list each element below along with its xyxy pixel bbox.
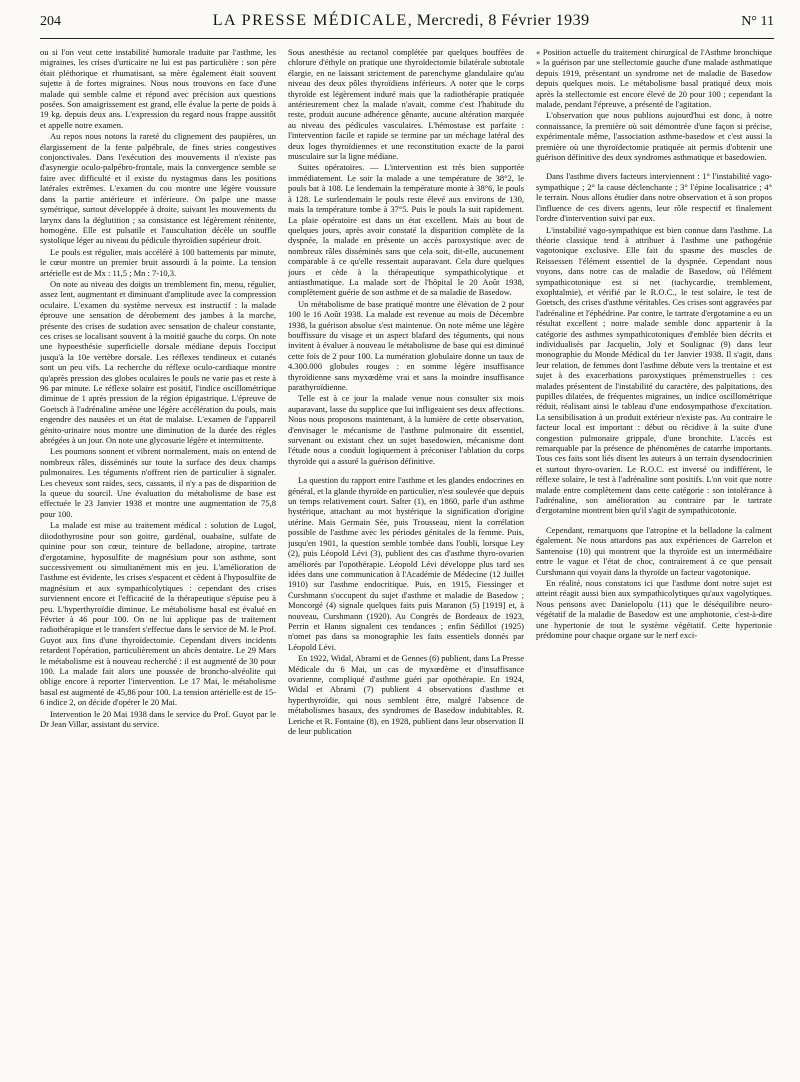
paragraph: En réalité, nous constatons ici que l'asthme dont notre sujet est atteint réagit aussi bien aux sympathicolytiques qu'aux vagolytiques. Nous pensons avec Danielopolu (11) que le déséquilibre neuro-végétatif de la maladie de Basedow est une amphotonie, c'est-à-dire une hypertonie de tout le système végétatif. Cette hypertonie prédomine pour chaque organe sur le nerf exci- xyxy=(536,577,772,640)
article-columns xyxy=(40,47,774,1077)
paragraph: Sous anesthésie au rectanol complétée par quelques bouffées de chlorure d'éthyle on pratique une thyroïdectomie bilatérale subtotale élargie, en ne laissant strictement de parenchyme glandulaire qu'au niveau des deux pôles thyroïdiens inférieurs. A noter que le corps thyroïde est légèrement induré mais que la radiothérapie pratiquée antérieurement chez la malade n'avait, comme c'est l'habitude du reste, produit aucune adhérence gênante, aucune altération marquée au niveau des pédicules vasculaires. L'hémostase est parfaite : l'intervention facile et rapide se termine par un méchage latéral des deux loges thyroïdiennes et une reconstitution exacte de la paroi musculaire sur la ligne médiane. xyxy=(288,47,524,162)
paragraph: Intervention le 20 Mai 1938 dans le service du Prof. Guyot par le Dr Jean Villar, assistant du service. xyxy=(40,708,276,729)
paragraph: Un métabolisme de base pratiqué montre une élévation de 2 pour 100 le 16 Août 1938. La malade est revenue au mois de Décembre 1938, la guérison absolue s'est maintenue. On note même une légère bouffissure du visage et un aspect blafard des téguments, qui nous invitent à évaluer à nouveau le métabolisme de base qui est diminué cette fois de 2 pour 100. La numération globulaire donne un taux de 4.300.000 globules rouges : en somme légère insuffisance thyroïdienne sans myxœdème vrai et sans la moindre insuffisance parathyroïdienne. xyxy=(288,298,524,392)
paragraph: En 1922, Widal, Abrami et de Gennes (6) publient, dans La Presse Médicale du 6 Mai, un cas de myxœdème et d'insuffisance ovarienne, compliqué d'asthme guéri par opothérapie. En 1924, Widal et Abrami (7) publient 4 observations d'asthme et hyperthyroïdie, qui nous semblent être, malgré l'absence de métabolismes basaux, des syndromes de Basedow indubitables. R. Leriche et R. Fontaine (8), en 1928, publient dans leur observation II de leur publication xyxy=(288,653,524,736)
paragraph: Les poumons sonnent et vibrent normalement, mais on entend de nombreux râles, disséminés sur toute la surface des deux champs pulmonaires. Les téguments n'offrent rien de particulier à signaler. Les cheveux sont raides, secs, cassants, il n'y a pas de disparition de la queue du sourcil. Une évaluation du métabolisme de base est effectuée le 23 Janvier 1938 et montre une augmentation de 75,8 pour 100. xyxy=(40,446,276,519)
journal-title: LA PRESSE MÉDICALE xyxy=(212,12,408,29)
paragraph: Au repos nous notons la rareté du clignement des paupières, un élargissement de la fente palpébrale, de fines stries congestives conjonctivales. Dans l'exécution des mouvements il n'existe pas d'asynergie oculo-palpébro-frontale, mais la convergence semble se faire avec difficulté et il existe du nystagmus dans les positions latérales extrêmes. L'examen du cou montre une légère voussure dans la partie antérieure et inférieure. On palpe une masse symétrique, surtout développée à droite, suivant les mouvements du larynx dans la déglutition ; sa consistance est légèrement rénitente, homogène. Elle est pulsatile et l'auscultation décèle un souffle systolique léger au niveau du pédicule thyroïdien supérieur droit. xyxy=(40,131,276,246)
issue-date: Mercredi, 8 Février 1939 xyxy=(416,12,590,29)
paragraph: On note au niveau des doigts un tremblement fin, menu, régulier, assez lent, augmentant et diminuant d'amplitude avec la compression oculaire. L'examen du système nerveux est instructif : la malade éprouve une sensation de dérobement des jambes à la marche, présente des crises de sudation avec sensation de chaleur constante, ces crises se localisant souvent à la moitié gauche du corps. On note une hypoesthésie superficielle dorsale médiane depuis l'occiput jusqu'à la 10e vertèbre dorsale. Les réflexes tendineux et cutanés sont un peu vifs. La recherche du réflexe oculo-cardiaque montre qu'après pression des globes oculaires le pouls ne varie pas et reste à 96 par minute. Le réflexe solaire est positif, l'indice oscillométrique diminue de 1 après pression de la région épigastrique. L'épreuve de Goetsch à l'adrénaline amène une légère accélération du pouls, mais engendre des nausées et un état de malaise. L'examen de l'appareil génito-urinaire nous montre une diminution de la durée des règles abrégées à un jour. On note une glycosurie légère et intermittente. xyxy=(40,278,276,446)
paragraph: L'instabilité vago-sympathique est bien connue dans l'asthme. La théorie classique tend à attribuer à l'asthme une pathogénie vagotonique exclusive. Elle fait du spasme des muscles de Reissessen l'élément essentiel de la dyspnée. Cependant nous voyons, dans notre cas de maladie de Basedow, où l'élément sympathicotonique est si net (tachycardie, tremblement, exophtalmie), et vérifié par le R.O.C., le test solaire, le test de Goetsch, des crises d'asthme véritables. Ces crises sont aggravées par l'adrénaline et l'éphédrine. Par contre, le tartrate d'ergotamine a eu un résultat excellent ; notre malade semble donc appartenir à la catégorie des asthmes sympathicotoniques d'emblée bien décrits et individualisés par Jacquelin, Joly et Soulignac (9) dans leur monographie du Monde Médical du 1er Janvier 1938. Il s'agit, dans leur relation, de femmes dont l'asthme débute vers la trentaine et est sujet à des exacerbations paroxystiques prémenstruelles : ces malades présentent de l'instabilité du caractère, des palpitations, des pupilles dilatées, de fréquentes migraines, un indice oscillométrique réduit, réalisant ainsi le tableau d'une endosympathose d'excitation. La sensibilisation à un produit extérieur n'existe pas. Au contraire le facteur local est important : début ou récidive à la suite d'une congestion pulmonaire grippale, d'une bronchite. L'accès est remarquable par la présence de phénomènes de catarrhe importants. Tous ces faits sont liés disent les auteurs à un terrain dysendocrinien et surtout thyro-ovarien. Le R.O.C. est inversé ou indifférent, le réflexe solaire, le test à l'adrénaline sont positifs. L'on voit que notre malade entre complètement dans cette catégorie : son intolérance à l'adrénaline, son amélioration au contraire par le tartrate d'ergotamine montrent bien qu'il s'agit de sympathicotonie. xyxy=(536,224,772,516)
paragraph: Dans l'asthme divers facteurs interviennent : 1° l'instabilité vago-sympathique ; 2° la cause déclenchante ; 3° l'épine localisatrice ; 4° le terrain. Nous allons étudier dans notre observation et à son propos l'influence de ces divers agents, leur rôle respectif et finalement l'ordre d'intervention suivi par eux. xyxy=(536,171,772,224)
paragraph: Telle est à ce jour la malade venue nous consulter six mois auparavant, lasse du supplice que lui infligeaient ses deux affections. Nous nous proposons maintenant, à la lumière de cette observation, d'envisager le mécanisme de l'asthme pulmonaire dit essentiel, survenant ou existant chez un sujet basedowien, mécanisme dont l'étude nous a conduit logiquement à préconiser l'ablation du corps thyroïde qui a assuré la guérison définitive. xyxy=(288,393,524,466)
issue-number: N° 11 xyxy=(741,14,774,29)
paragraph: La question du rapport entre l'asthme et les glandes endocrines en général, et la glande thyroïde en particulier, n'est soulevée que depuis un temps relativement court. Salter (1), en 1860, parle d'un asthme hystérique, attachant au mot hystérique la signification d'origine utérine. Mais Germain Sée, puis Trousseau, nient la corrélation possible de l'asthme avec les périodes génitales de la femme. Puis, jusqu'en 1901, la question semble tombée dans l'oubli, lorsque Ley (2), puis Léopold Lévi (3), publient des cas d'asthme thyro-ovarien améliorés par l'opothérapie. Léopold Lévi développe plus tard ses idées dans une communication à l'Académie de Médecine (12 Juillet 1910) sur l'asthme endocritique. Puis, en 1915, Fiessinger et Curshmann s'occupent du sujet d'asthme et maladie de Basedow ; Moncorgé (4) signale quelques faits puis Maranon (5) [1919] et, à nouveau, Curshmann (1920). Au Congrès de Bordeaux de 1923, Perrin et Hanns signalent ces tendances ; enfin Sédillot (1925) n'omet pas dans sa monographie les faits essentiels donnés par Léopold Lévi. xyxy=(288,475,524,652)
paragraph: ou si l'on veut cette instabilité humorale traduite par l'asthme, les migraines, les crises d'urticaire ne lui est pas particulière : son père était pléthorique et rhumatisant, sa mère également était souvent sujette à de fortes migraines. Nous nous trouvons en face d'une malade qui semble calme et répond avec précision aux questions posées. Son amaigrissement est grand, elle évalue la perte de poids à 19 kg. depuis deux ans. L'expression du regard nous frappe aussitôt et appelle notre examen. xyxy=(40,47,276,130)
column-2 xyxy=(288,47,524,1077)
page-header xyxy=(40,12,774,39)
column-1 xyxy=(40,47,276,1077)
paragraph-suites-operatoires: Suites opératoires. — L'intervention est très bien supportée immédiatement. Le soir la malade a une température de 38°2, le pouls bat à 108. Le lendemain la température monte à 38°6, le pouls à 128. Le surlendemain le pouls reste élevé aux environs de 130, mais la température tombe à 37°5. Puis le pouls la suit rapidement. La plaie opératoire est dans un état excellent. Mais au bout de quelques jours, après avoir constaté la disparition complète de la dyspnée, la malade en présente un accès paroxystique avec de nombreux râles disséminés sans que cela soit, dit-elle, aucunement comparable à ce qu'elle ressentait auparavant. Cela dure quelques jours et cède à la thérapeutique sympathicolytique et antiasthmatique. La malade sort de l'hôpital le 20 Août 1938, complètement guérie de son asthme et de sa maladie de Basedow. xyxy=(288,162,524,298)
paragraph: La malade est mise au traitement médical : solution de Lugol, diiodothyrosine pour son goitre, gardénal, ouabaïne, sulfate de quinine pour son cœur, teinture de belladone, atropine, tartrate d'ergotamine, hyposulfite de magnésium pour son asthme, sont successivement ou simultanément mis en jeu. L'amélioration de l'asthme est évidente, les crises s'espacent et cèdent à l'hyposulfite de magnésium et aux sympathicolytiques : cependant des crises surviennent encore et l'efficacité de la thérapeutique s'épuise peu à peu. L'hyperthyroïdie diminue. Le métabolisme basal est évalué en Février à 46 pour 100. On ne lui applique pas de traitement radiothérapique et le transfert s'effectue dans le service de M. le Prof. Guyot aux fins d'une thyroïdectomie. Cependant divers incidents retardent l'opération, particulièrement un abcès dentaire. Le 29 Mars le métabolisme est à nouveau recherché : il est augmenté de 30 pour 100. La malade fait alors une poussée de broncho-alvéolite qui oblige encore à reporter l'intervention. Le 17 Mai, le métabolisme basal est augmenté de 45,86 pour 100. La tension artérielle est de 15-6 indice 2, on décide d'opérer le 20 Mai. xyxy=(40,520,276,708)
paragraph: L'observation que nous publions aujourd'hui est donc, à notre connaissance, la première où soit démontrée d'une façon si précise, expérimentale même, l'association asthme-basedow et c'est aussi la première où une thyroïdectomie pratiquée ait permis d'obtenir une guérison définitive des deux syndromes asthmatique et basedowien. xyxy=(536,110,772,163)
column-3 xyxy=(536,47,772,1077)
paragraph: « Position actuelle du traitement chirurgical de l'Asthme bronchique » la guérison par une stellectomie gauche d'une malade asthmatique depuis 1919, présentant un syndrome net de maladie de Basedow depuis quelques mois. Le métabolisme basal pratiqué deux mois après la stellectomie est encore élevé de 20 pour 100 ; cependant la malade, pendant l'épreuve, a présenté de l'agitation. xyxy=(536,47,772,110)
journal-header: LA PRESSE MÉDICALE, Mercredi, 8 Février 1939 xyxy=(212,12,590,29)
paragraph: Le pouls est régulier, mais accéléré à 100 battements par minute, le cœur montre un premier bruit assourdi à la pointe. La tension artérielle est de Mx : 11,5 ; Mn : 7-10,3. xyxy=(40,246,276,278)
paragraph: Cependant, remarquons que l'atropine et la belladone la calment également. Ne nous attardons pas aux expériences de Garrelon et Santenoise (10) qui montrent que la thyroïde est un intermédiaire entre le vague et l'état de choc, contrairement à ce que pensait Curshmann qui voyait dans la thyroïde un facteur vagotonique. xyxy=(536,524,772,577)
page-number: 204 xyxy=(40,14,61,29)
